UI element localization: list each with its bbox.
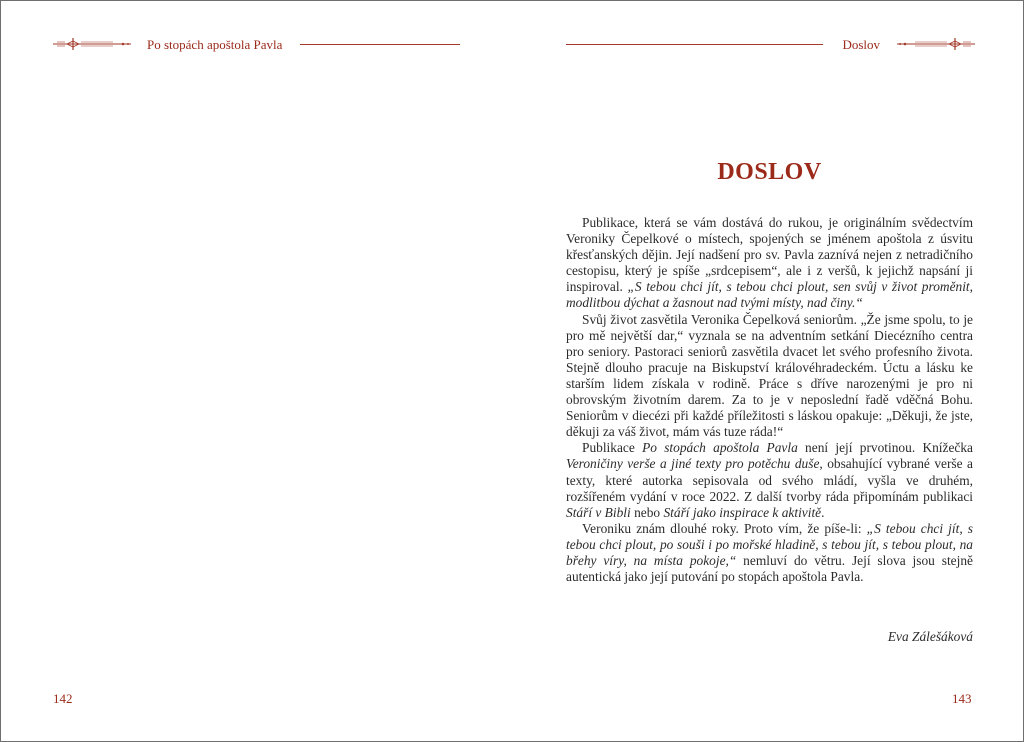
text-run: není její prvotinou. Knížečka bbox=[797, 440, 973, 456]
paragraph bbox=[566, 215, 973, 312]
paragraph bbox=[566, 440, 973, 520]
running-head-right: Doslov bbox=[842, 37, 880, 52]
afterword-body bbox=[566, 215, 973, 585]
italic-run: „S tebou chci jít, s tebou chci plout, po souši i po mořské hladině, s tebou jít, s tebou plout, na břehy víry, na místa pokoje,“ bbox=[566, 520, 973, 568]
text-run: Veroniku znám dlouhé roky. Proto vím, že píše-li: bbox=[582, 520, 867, 536]
running-head-left: Po stopách apoštola Pavla bbox=[147, 37, 283, 52]
italic-run: „S tebou chci jít, s tebou chci plout, sen svůj v život proměnit, modlitbou dýchat a žasnout nad tvými místy, nad činy.“ bbox=[566, 279, 973, 311]
page-number-right: 143 bbox=[952, 691, 972, 706]
italic-run: Stáří v Bibli bbox=[566, 504, 631, 520]
flourish-ornament-icon bbox=[895, 36, 975, 52]
header-rule-left bbox=[300, 44, 460, 45]
text-run: . bbox=[821, 504, 825, 520]
header-rule-right bbox=[566, 44, 823, 45]
paragraph bbox=[566, 312, 973, 441]
author-signature: Eva Zálešáková bbox=[887, 629, 973, 644]
right-page bbox=[512, 1, 1023, 741]
left-page bbox=[1, 1, 512, 741]
text-run: Svůj život zasvětila Veronika Čepelková seniorům. „Že jsme spolu, to je pro mě největší dar,“ vyznala se na adventním setkání Diecézního centra pro seniory. Pastoraci seniorů zasvětila dvacet let svého profesního života. Stejně dlouho pracuje na Biskupství královéhradeckém. Úctu a lásku ke starším lidem získala v rodině. Práce s dříve narozenými je pro ni obrovským životním darem. Za to je v neposlední řadě vděčná Bohu. Seniorům v diecézi při každé příležitosti s láskou opakuje: „Děkuji, že jste, děkuji za váš život, mám vás tuze ráda!“ bbox=[566, 311, 973, 440]
text-run: nemluví do větru. Její slova jsou stejně autentická jako její putování po stopách apoštola Pavla. bbox=[566, 552, 973, 585]
page-number-left: 142 bbox=[53, 691, 73, 706]
text-run: nebo bbox=[630, 504, 664, 520]
paragraph bbox=[566, 521, 973, 585]
italic-run: Veroničiny verše a jiné texty pro potěchu duše bbox=[566, 456, 820, 472]
italic-run: Stáří jako inspirace k aktivitě bbox=[663, 504, 822, 520]
flourish-ornament-icon bbox=[53, 36, 133, 52]
text-run: Publikace bbox=[582, 440, 643, 456]
text-run: Publikace, která se vám dostává do rukou, je originálním svědectvím Veroniky Čepelkové o místech, spojených se jménem apoštola z úsvitu křesťanských dějin. Její nadšení pro sv. Pavla zaznívá nejen z netradičního cestopisu, který je spíše „srdcepisem“, ale i z veršů, k jejichž napsání ji inspiroval. bbox=[566, 215, 973, 295]
italic-run: Po stopách apoštola Pavla bbox=[642, 440, 798, 456]
text-run: , obsahující vybrané verše a texty, které autorka sepisovala od svého mládí, vyšla ve druhém, rozšířeném vydání v roce 2022. Z další tvorby ráda připomínám publikaci bbox=[566, 456, 973, 504]
chapter-title: DOSLOV bbox=[717, 159, 822, 185]
